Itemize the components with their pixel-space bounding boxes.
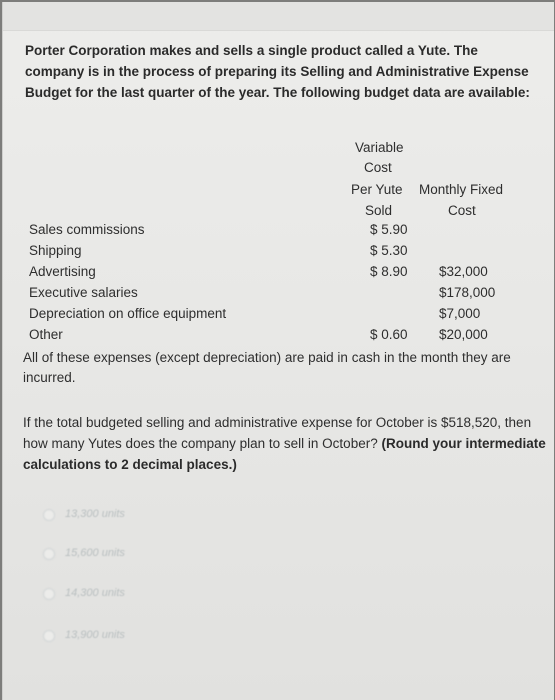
answer-option-label: 15,600 units (65, 547, 125, 559)
header-variable-line-2: Cost (364, 160, 392, 175)
row-variable-shipping: $ 5.30 (370, 243, 408, 258)
row-label-shipping: Shipping (29, 243, 82, 258)
answer-option-4[interactable] (65, 629, 125, 641)
answer-option-label: 13,300 units (65, 508, 125, 520)
radio-icon[interactable] (43, 588, 55, 600)
header-variable-line-4: Sold (365, 203, 393, 218)
row-fixed-advertising: $32,000 (439, 264, 488, 279)
radio-icon[interactable] (43, 630, 55, 642)
row-variable-sales-commissions: $ 5.90 (370, 222, 408, 237)
header-fixed-line-2: Cost (448, 203, 476, 218)
problem-intro: Porter Corporation makes and sells a single product called a Yute. The company is in the process of preparing its Selling and Administrative Expense Budget for the last quarter of the year. The following budget data are available: (25, 43, 530, 100)
row-fixed-other: $20,000 (439, 327, 488, 342)
question-body: If the total budgeted selling and administrative expense for October is $518,520, then how many Yutes does the company plan to sell in October? (23, 415, 532, 451)
row-label-sales-commissions: Sales commissions (29, 222, 145, 237)
question-page (2, 2, 554, 700)
row-label-executive-salaries: Executive salaries (29, 285, 138, 300)
header-variable-line-1: Variable (355, 140, 404, 155)
question-text (23, 412, 548, 475)
row-variable-other: $ 0.60 (370, 327, 408, 342)
answer-option-3[interactable] (65, 587, 125, 599)
answer-option-2[interactable] (65, 547, 125, 559)
header-fixed-line-1: Monthly Fixed (419, 182, 504, 197)
answer-option-1[interactable] (65, 508, 125, 520)
row-label-depreciation: Depreciation on office equipment (29, 306, 227, 321)
header-variable-line-3: Per Yute (351, 182, 403, 197)
radio-icon[interactable] (43, 509, 55, 521)
question-emphasis: (Round your intermediate calculations to 2 decimal places.) (23, 436, 546, 472)
row-fixed-depreciation: $7,000 (439, 306, 481, 321)
row-variable-advertising: $ 8.90 (370, 264, 408, 279)
row-fixed-executive-salaries: $178,000 (439, 285, 496, 300)
radio-icon[interactable] (43, 548, 55, 560)
row-label-other: Other (29, 327, 63, 342)
cash-note: All of these expenses (except depreciation) are paid in cash in the month they are incurred. (23, 350, 511, 385)
answer-option-label: 13,900 units (65, 629, 125, 641)
row-label-advertising: Advertising (29, 264, 96, 279)
answer-option-label: 14,300 units (65, 587, 125, 599)
top-bar (3, 2, 554, 31)
